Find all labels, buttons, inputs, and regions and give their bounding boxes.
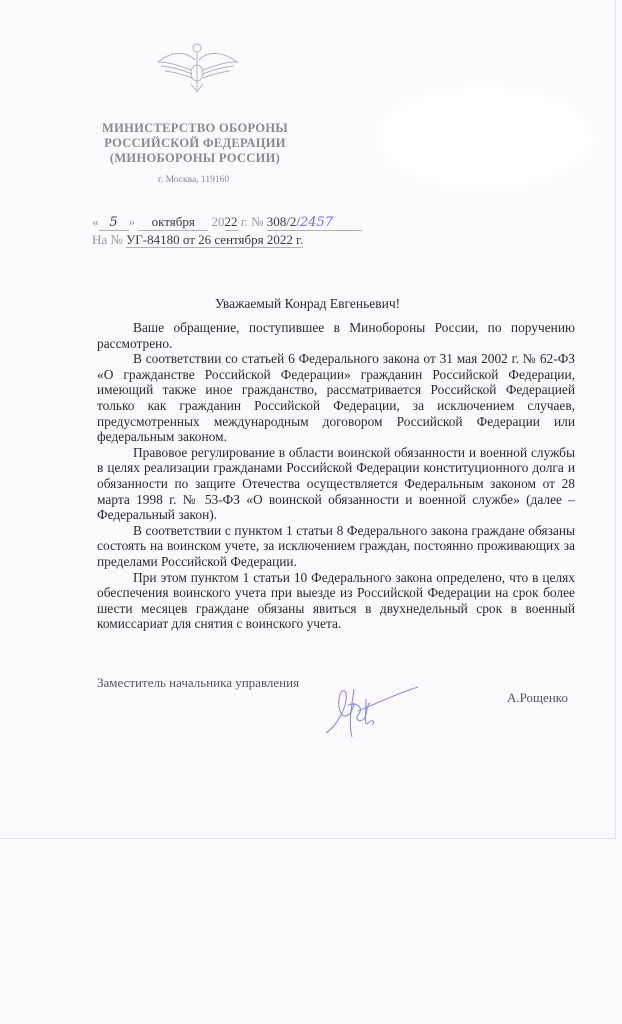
redaction-blur [375, 85, 595, 190]
year-prefix: 20 [211, 214, 225, 229]
paragraph: В соответствии с пунктом 1 статьи 8 Федерального закона граждане обязаны состоять на воинском учете, за исключением граждан, постоянно проживающих за пределами Российской Федерации. [97, 522, 575, 569]
handwritten-signature-icon [318, 675, 428, 745]
paragraph: В соответствии со статьей 6 Федерального закона от 31 мая 2002 г. № 62-ФЗ «О гражданстве Российской Федерации» гражданин Российской Федерации, имеющий также иное гражданство, рассматривается Российской Федерацией только как гражданин Российской Федерации, за исключением случаев, предусмотренных международным договором Российской Федерации или федеральным законом. [97, 351, 575, 445]
reference-line [92, 232, 303, 248]
date-day: 5 [99, 215, 129, 231]
quote-close: » [128, 214, 135, 229]
reference-label: На № [92, 232, 123, 247]
paragraph: Ваше обращение, поступившее в Минобороны России, по поручению рассмотрено. [97, 320, 575, 351]
handwritten-number: 2457 [300, 215, 334, 230]
ministry-line: (МИНОБОРОНЫ РОССИИ) [109, 151, 281, 165]
letter-body [97, 320, 575, 632]
greeting: Уважаемый Конрад Евгеньевич! [214, 296, 401, 311]
letter-date-number [92, 214, 362, 231]
year-label: г. № [240, 214, 264, 229]
reference-value: УГ-84180 от 26 сентября 2022 г. [126, 232, 304, 247]
paragraph: При этом пунктом 1 статьи 10 Федерального закона определено, что в целях обеспечения воинского учета при выезде из Российской Федерации на срок более шести месяцев граждане обязаны явиться в двухнедельный срок в военный комиссариат для снятия с воинского учета. [97, 569, 575, 632]
quote-open: « [92, 214, 99, 229]
date-month: октября [138, 214, 208, 231]
city-address: г. Москва, 119160 [158, 175, 230, 185]
double-headed-eagle-emblem-icon [155, 40, 240, 95]
year-suffix: 22 [224, 214, 238, 229]
signatory-name: А.Рощенко [507, 690, 568, 705]
ministry-line: МИНИСТЕРСТВО ОБОРОНЫ [102, 121, 288, 135]
paragraph: Правовое регулирование в области воинской обязанности и военной службы в целях реализации гражданами Российской Федерации конституционного долга и обязанности по защите Отечества осуществляется Федеральным законом от 28 марта 1998 г. № 53-ФЗ «О воинской обязанности и военной службе» (далее – Федеральный закон). [97, 444, 575, 523]
ministry-header [90, 121, 300, 166]
signatory-position: Заместитель начальника управления [97, 675, 300, 690]
ministry-line: РОССИЙСКОЙ ФЕДЕРАЦИИ [104, 136, 286, 150]
outgoing-number: 308/2/ [266, 214, 301, 229]
